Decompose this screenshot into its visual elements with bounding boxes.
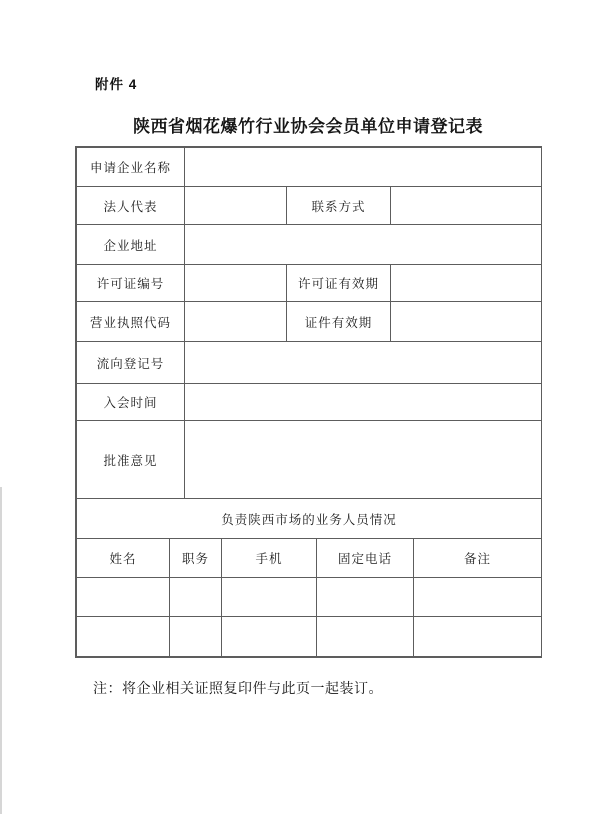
field-label-flow-registration-number: 流向登记号 — [77, 342, 185, 384]
row-membership-date — [77, 384, 542, 421]
field-value-license-number — [185, 265, 287, 302]
field-value-contact-method — [391, 187, 542, 225]
field-label-legal-representative: 法人代表 — [77, 187, 185, 225]
personnel-cell-remarks-2 — [414, 617, 542, 657]
personnel-table — [76, 498, 542, 657]
row-flow-registration-number — [77, 342, 542, 384]
personnel-section-title-row — [77, 499, 542, 539]
column-header-name: 姓名 — [77, 539, 170, 578]
binding-instruction-note: 注：将企业相关证照复印件与此页一起装订。 — [93, 682, 383, 697]
row-enterprise-address — [77, 225, 542, 265]
field-value-flow-registration-number — [185, 342, 542, 384]
personnel-header-row — [77, 539, 542, 578]
personnel-empty-row — [77, 617, 542, 657]
field-value-approval-opinion — [185, 421, 542, 499]
personnel-cell-position-2 — [170, 617, 222, 657]
column-header-remarks: 备注 — [414, 539, 542, 578]
field-value-enterprise-name — [185, 148, 542, 187]
field-label-membership-date: 入会时间 — [77, 384, 185, 421]
field-label-enterprise-name: 申请企业名称 — [77, 148, 185, 187]
field-label-license-validity: 许可证有效期 — [287, 265, 391, 302]
personnel-cell-name-2 — [77, 617, 170, 657]
field-label-certificate-validity: 证件有效期 — [287, 302, 391, 342]
field-label-contact-method: 联系方式 — [287, 187, 391, 225]
personnel-cell-position-1 — [170, 578, 222, 617]
field-label-license-number: 许可证编号 — [77, 265, 185, 302]
scan-edge-artifact — [0, 487, 2, 814]
application-form-table — [75, 146, 542, 658]
page-title: 陕西省烟花爆竹行业协会会员单位申请登记表 — [133, 117, 483, 136]
row-enterprise-name — [77, 148, 542, 187]
field-value-legal-representative — [185, 187, 287, 225]
row-business-license-code — [77, 302, 542, 342]
personnel-cell-mobile-1 — [222, 578, 317, 617]
field-value-enterprise-address — [185, 225, 542, 265]
column-header-position: 职务 — [170, 539, 222, 578]
column-header-landline: 固定电话 — [317, 539, 414, 578]
column-header-mobile: 手机 — [222, 539, 317, 578]
field-label-approval-opinion: 批准意见 — [77, 421, 185, 499]
row-legal-representative — [77, 187, 542, 225]
field-value-license-validity — [391, 265, 542, 302]
personnel-empty-row — [77, 578, 542, 617]
attachment-label: 附件 4 — [95, 77, 138, 92]
personnel-cell-remarks-1 — [414, 578, 542, 617]
personnel-cell-landline-1 — [317, 578, 414, 617]
personnel-cell-landline-2 — [317, 617, 414, 657]
field-label-business-license-code: 营业执照代码 — [77, 302, 185, 342]
row-license-number — [77, 265, 542, 302]
field-label-enterprise-address: 企业地址 — [77, 225, 185, 265]
personnel-cell-mobile-2 — [222, 617, 317, 657]
field-value-membership-date — [185, 384, 542, 421]
form-fields-table — [76, 147, 542, 499]
personnel-section-title: 负责陕西市场的业务人员情况 — [77, 499, 542, 539]
field-value-certificate-validity — [391, 302, 542, 342]
personnel-cell-name-1 — [77, 578, 170, 617]
field-value-business-license-code — [185, 302, 287, 342]
row-approval-opinion — [77, 421, 542, 499]
